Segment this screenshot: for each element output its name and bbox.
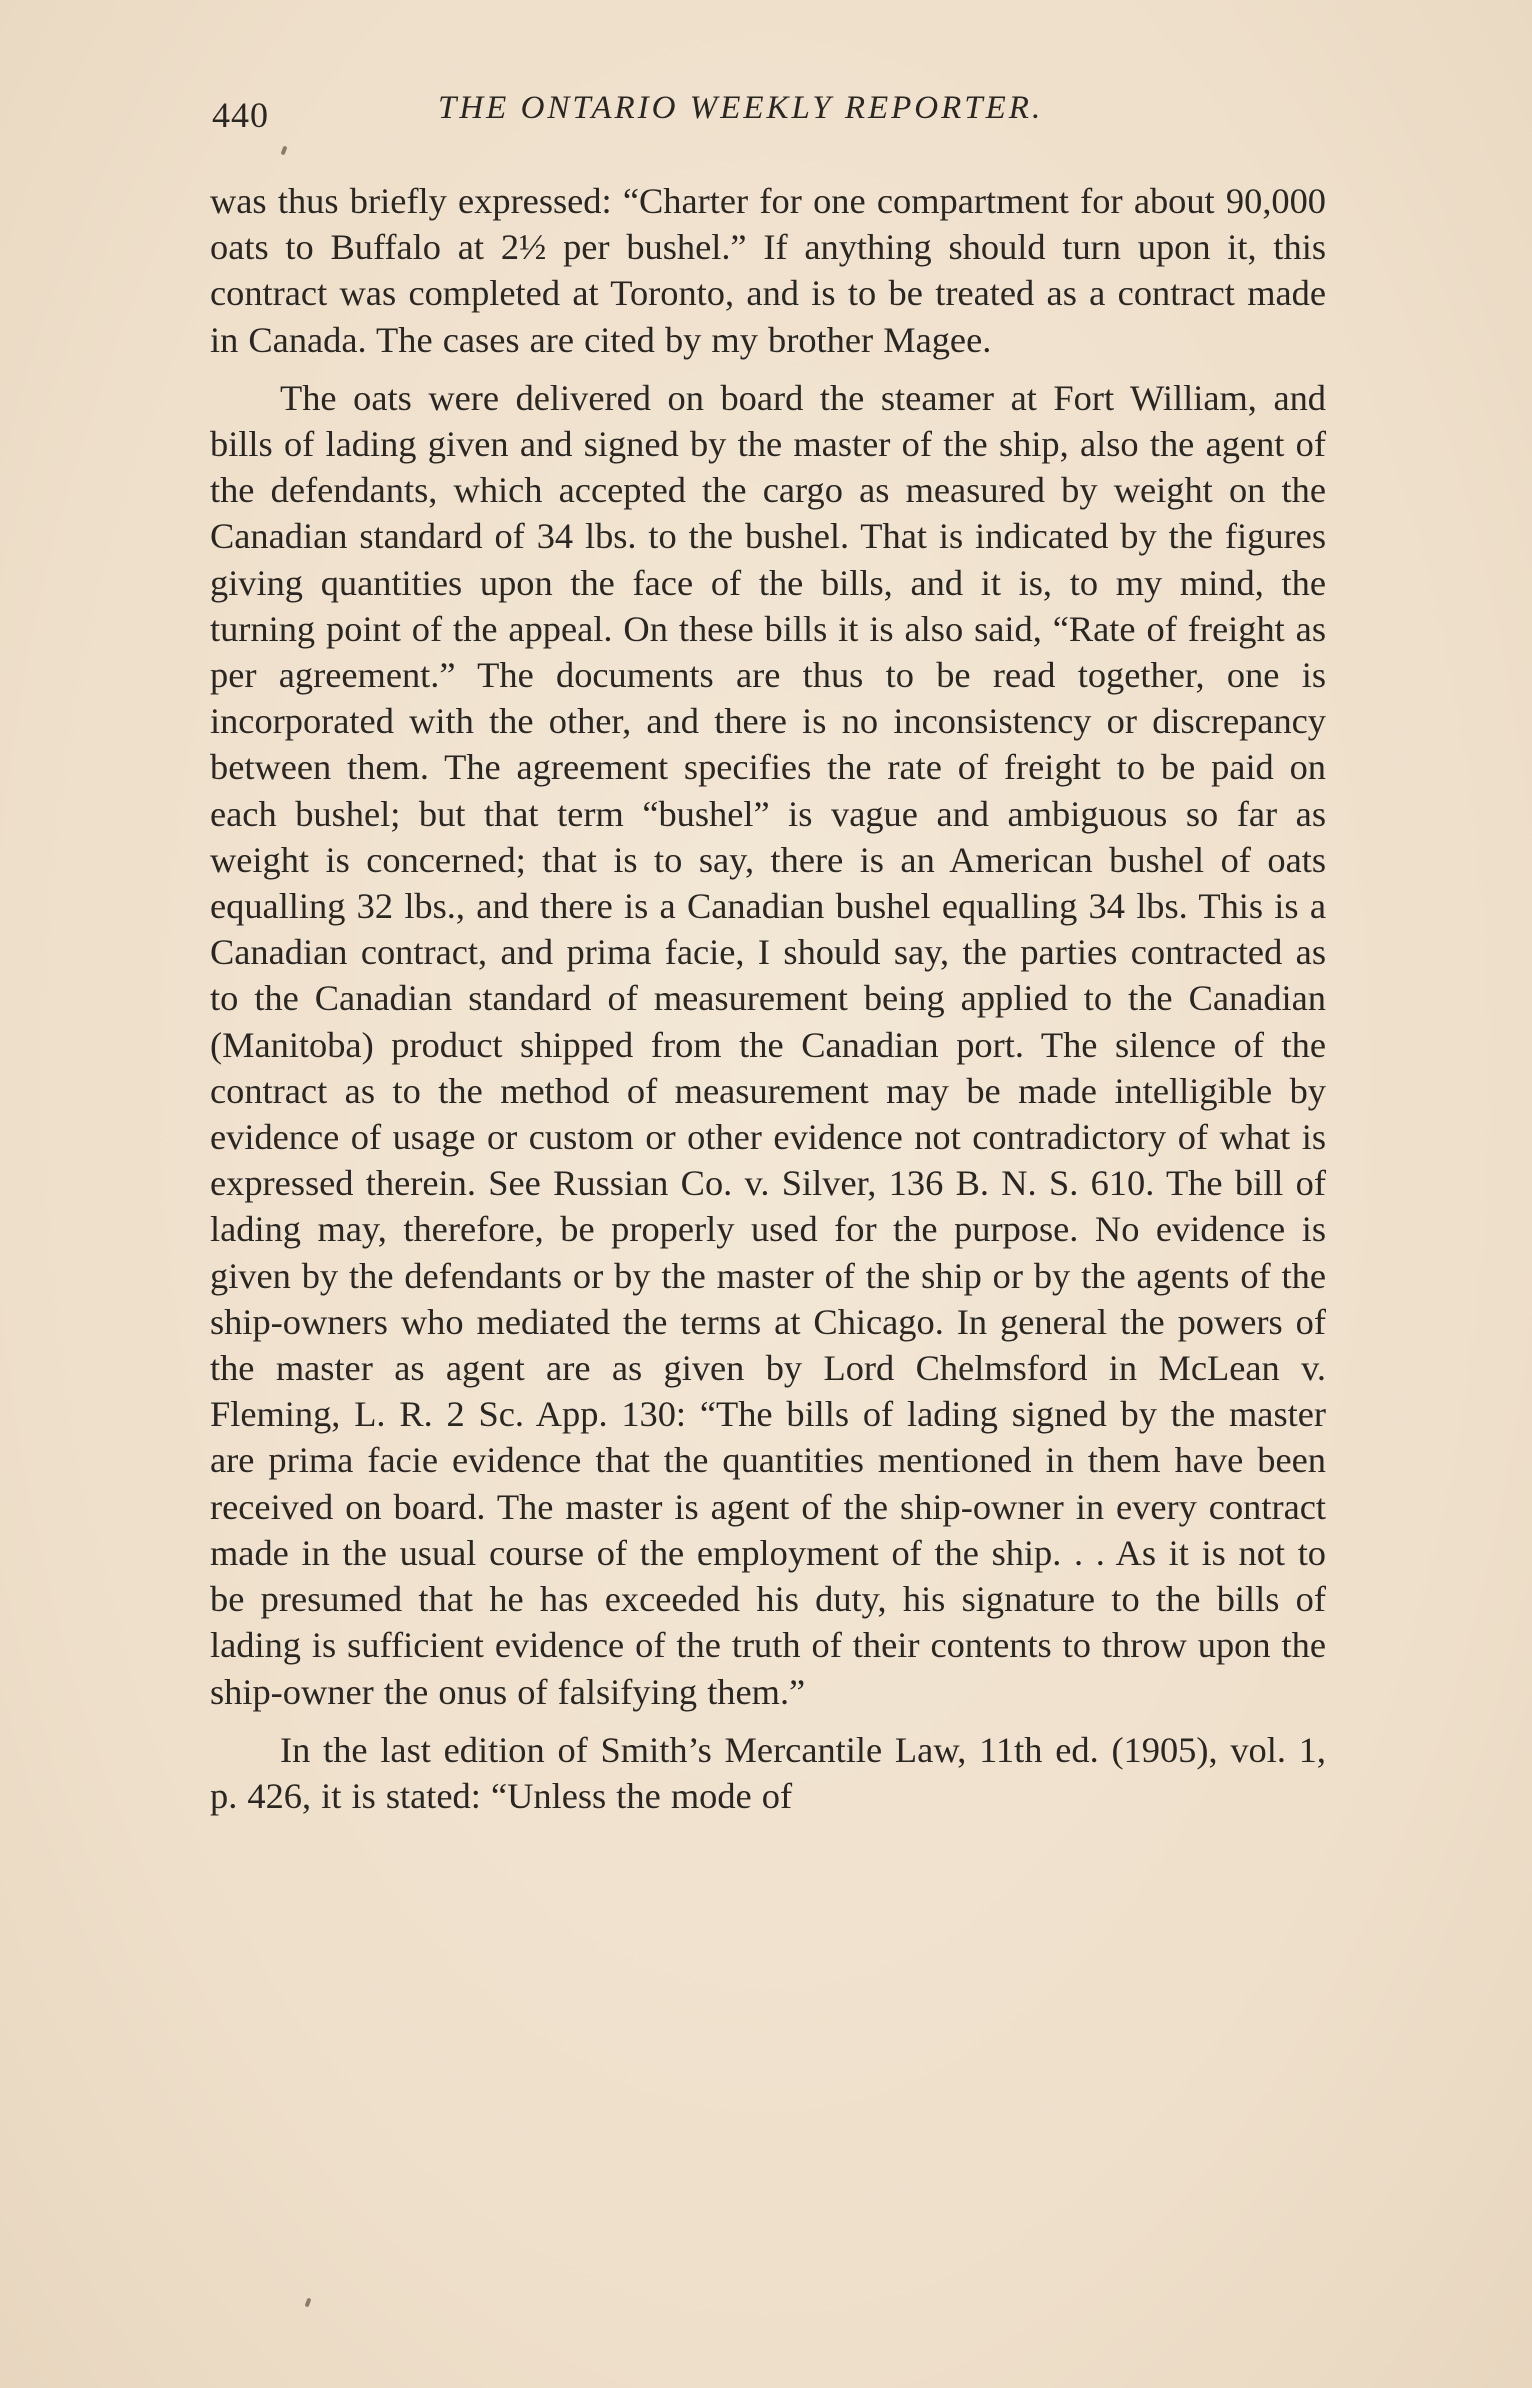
- body-text: [210, 178, 1326, 1819]
- running-head: THE ONTARIO WEEKLY REPORTER.: [438, 90, 1044, 126]
- ink-speck: [305, 2298, 312, 2308]
- page-header: [210, 86, 1340, 146]
- paragraph-oats-delivery: The oats were delivered on board the steamer at Fort William, and bills of lading given and signed by the master of the ship, also the agent of the defendants, which accepted the cargo as measured by weight on the Canadian standard of 34 lbs. to the bushel. That is indicated by the figures giving quantities upon the face of the bills, and it is, to my mind, the turning point of the appeal. On these bills it is also said, “Rate of freight as per agreement.” The documents are thus to be read together, one is incorporated with the other, and there is no inconsistency or discrepancy between them. The agreement specifies the rate of freight to be paid on each bushel; but that term “bushel” is vague and ambiguous so far as weight is concerned; that is to say, there is an American bushel of oats equalling 32 lbs., and there is a Canadian bushel equalling 34 lbs. This is a Canadian contract, and prima facie, I should say, the parties contracted as to the Canadian standard of measurement being applied to the Canadian (Manitoba) product shipped from the Canadian port. The silence of the contract as to the method of measurement may be made intelligible by evidence of usage or custom or other evidence not contradictory of what is expressed therein. See Russian Co. v. Silver, 136 B. N. S. 610. The bill of lading may, therefore, be properly used for the purpose. No evidence is given by the defendants or by the master of the ship or by the agents of the ship-owners who mediated the terms at Chicago. In general the powers of the master as agent are as given by Lord Chelmsford in McLean v. Fleming, L. R. 2 Sc. App. 130: “The bills of lading signed by the master are prima facie evidence that the quantities mentioned in them have been received on board. The master is agent of the ship-owner in every contract made in the usual course of the employment of the ship. . . As it is not to be presumed that he has exceeded his duty, his signature to the bills of lading is sufficient evidence of the truth of their contents to throw upon the ship-owner the onus of falsifying them.”: [210, 377, 1326, 1712]
- paragraph-smiths-mercantile-law: In the last edition of Smith’s Mercantile Law, 11th ed. (1905), vol. 1, p. 426, it is stated: “Unless the mode of: [210, 1729, 1326, 1816]
- page-number: 440: [212, 95, 269, 135]
- paragraph-continuation: was thus briefly expressed: “Charter for one compartment for about 90,000 oats to Buffalo at 2½ per bushel.” If anything should turn upon it, this contract was completed at Toronto, and is to be treated as a contract made in Canada. The cases are cited by my brother Magee.: [210, 181, 1326, 360]
- ink-speck: [281, 146, 288, 156]
